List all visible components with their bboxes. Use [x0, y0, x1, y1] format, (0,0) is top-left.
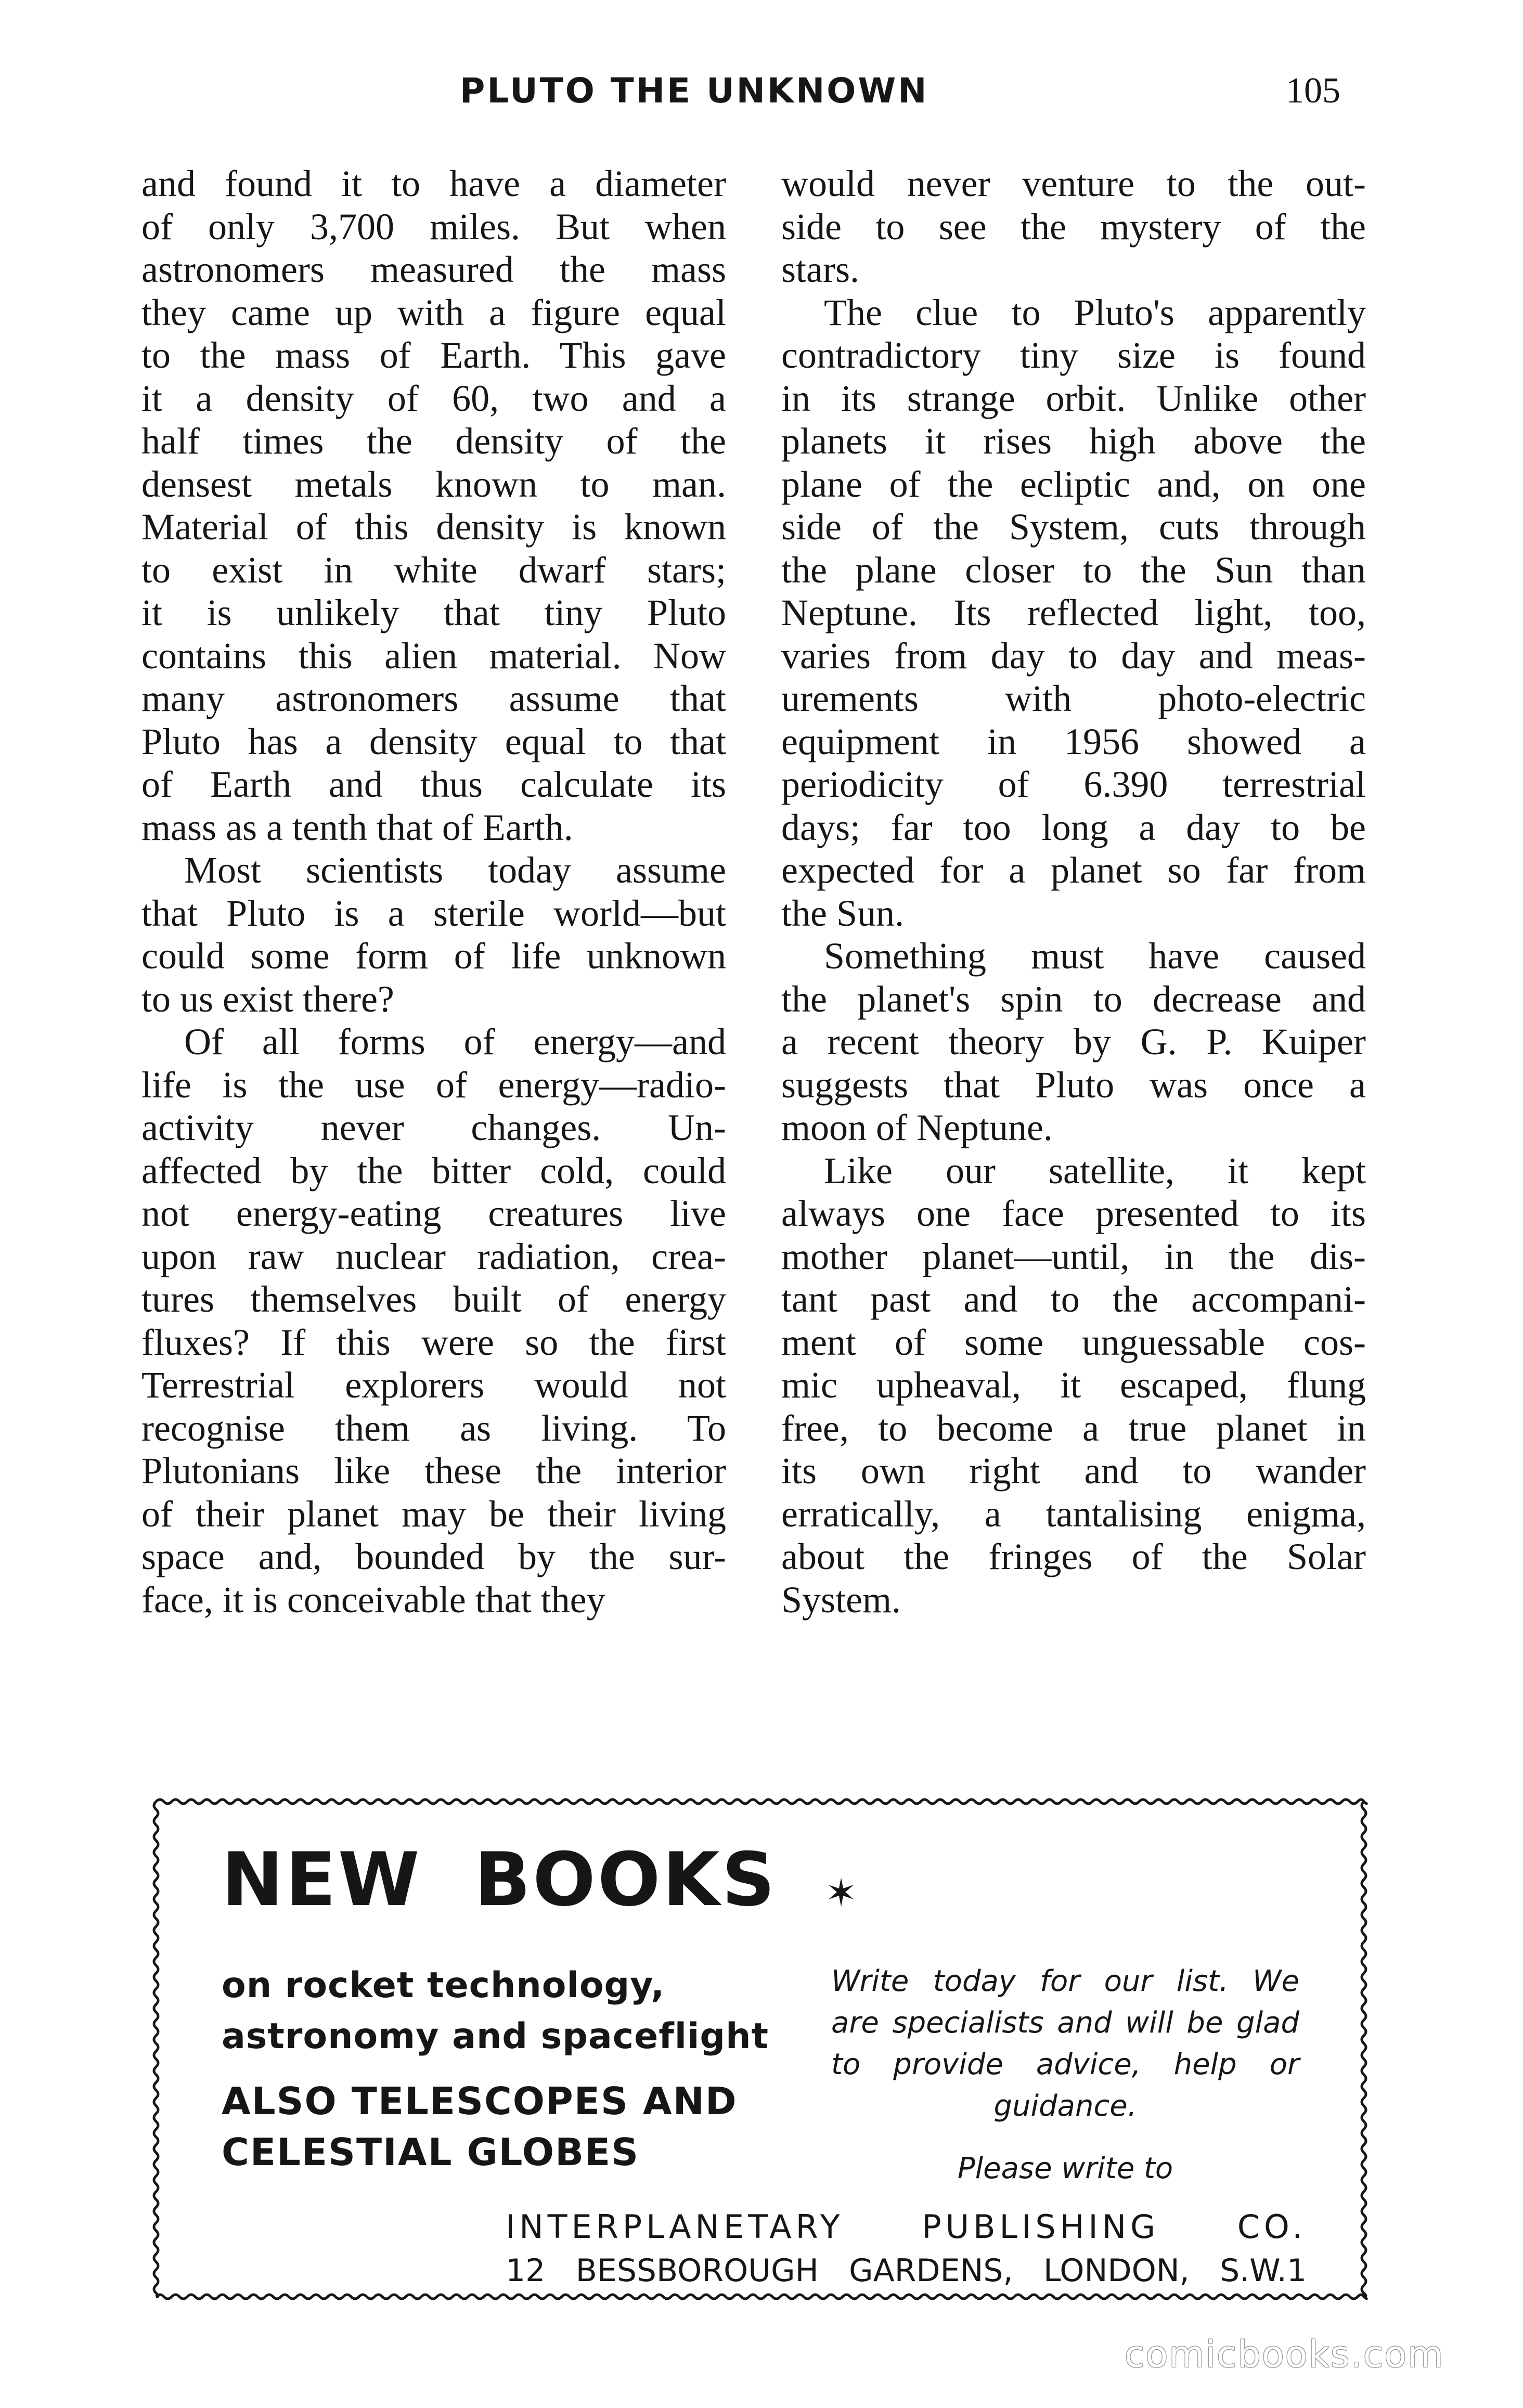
text-line: stars.	[781, 249, 859, 290]
text-line: planets it rises high above the	[781, 420, 1366, 462]
ad-italic-line: guidance.	[993, 2089, 1137, 2123]
text-line: moon of Neptune.	[781, 1107, 1053, 1148]
text-line: recognise them as living. To	[141, 1407, 726, 1449]
text-line: of their planet may be their living	[141, 1493, 726, 1535]
ad-headline: NEW BOOKS	[222, 1837, 777, 1923]
text-line: about the fringes of the Solar	[781, 1536, 1366, 1577]
paragraph	[141, 849, 726, 1020]
text-line: could some form of life unknown	[141, 935, 726, 977]
text-line: mother planet—until, in the dis-	[781, 1235, 1366, 1277]
text-line: Pluto has a density equal to that	[141, 720, 726, 762]
text-line: the Sun.	[781, 892, 905, 934]
text-line: suggests that Pluto was once a	[781, 1064, 1366, 1106]
text-line: Of all forms of energy—and	[184, 1021, 726, 1063]
text-line: astronomers measured the mass	[141, 249, 726, 290]
text-line: half times the density of the	[141, 420, 726, 462]
paragraph	[781, 291, 1366, 935]
paragraph	[781, 1149, 1366, 1622]
ad-italic-line: are specialists and will be glad	[831, 2006, 1299, 2040]
text-line: it is unlikely that tiny Pluto	[141, 592, 726, 633]
text-line: contains this alien material. Now	[141, 635, 726, 677]
text-line: Material of this density is known	[141, 506, 726, 548]
text-line: of only 3,700 miles. But when	[141, 205, 726, 248]
text-line: to us exist there?	[141, 978, 394, 1020]
text-line: a recent theory by G. P. Kuiper	[781, 1021, 1366, 1063]
text-line: activity never changes. Un-	[141, 1107, 726, 1148]
text-line: it a density of 60, two and a	[141, 377, 726, 419]
text-line: not energy-eating creatures live	[141, 1193, 726, 1234]
text-line: Most scientists today assume	[184, 849, 726, 891]
ad-subline: astronomy and spaceflight	[222, 2016, 769, 2057]
text-line: equipment in 1956 showed a	[781, 720, 1366, 762]
text-line: would never venture to the out-	[781, 163, 1366, 204]
text-line: life is the use of energy—radio-	[141, 1064, 726, 1106]
text-line: that Pluto is a sterile world—but	[141, 892, 726, 934]
advertisement-box	[149, 1794, 1371, 2304]
text-line: to the mass of Earth. This gave	[141, 334, 726, 376]
text-line: the plane closer to the Sun than	[781, 549, 1366, 591]
text-line: densest metals known to man.	[141, 463, 726, 505]
ad-publisher: INTERPLANETARY PUBLISHING CO.	[506, 2208, 1307, 2246]
text-line: Neptune. Its reflected light, too,	[781, 592, 1366, 633]
ad-also-line: CELESTIAL GLOBES	[222, 2130, 640, 2174]
left-text-column	[141, 162, 726, 1621]
ad-italic-line: Please write to	[957, 2152, 1173, 2185]
text-line: fluxes? If this were so the first	[141, 1321, 726, 1363]
text-line: affected by the bitter cold, could	[141, 1149, 726, 1192]
ad-italic-line: Write today for our list. We	[831, 1964, 1299, 1998]
text-line: of Earth and thus calculate its	[141, 763, 726, 805]
paragraph	[781, 935, 1366, 1149]
paragraph	[141, 162, 726, 849]
text-line: days; far too long a day to be	[781, 806, 1366, 848]
text-line: space and, bounded by the sur-	[141, 1536, 726, 1577]
running-title: PLUTO THE UNKNOWN	[460, 71, 929, 111]
text-line: plane of the ecliptic and, on one	[781, 463, 1366, 505]
text-line: urements with photo-electric	[781, 678, 1366, 719]
ad-also-line: ALSO TELESCOPES AND	[222, 2079, 738, 2123]
right-text-column	[781, 162, 1366, 1621]
text-line: expected for a planet so far from	[781, 849, 1366, 891]
text-line: many astronomers assume that	[141, 678, 726, 719]
star-icon: ✶	[825, 1871, 858, 1915]
text-line: Something must have caused	[824, 935, 1366, 977]
text-line: side to see the mystery of the	[781, 205, 1366, 248]
text-line: mass as a tenth that of Earth.	[141, 806, 573, 848]
ad-subline: on rocket technology,	[222, 1965, 665, 2006]
text-line: ment of some unguessable cos-	[781, 1321, 1366, 1363]
text-line: periodicity of 6.390 terrestrial	[781, 763, 1366, 805]
text-line: Like our satellite, it kept	[824, 1149, 1366, 1192]
text-line: they came up with a figure equal	[141, 291, 726, 333]
paragraph	[141, 1020, 726, 1621]
text-line: contradictory tiny size is found	[781, 334, 1366, 376]
text-line: always one face presented to its	[781, 1193, 1366, 1234]
text-line: erratically, a tantalising enigma,	[781, 1493, 1366, 1535]
text-line: tures themselves built of energy	[141, 1278, 726, 1320]
text-line: side of the System, cuts through	[781, 506, 1366, 548]
text-line: mic upheaval, it escaped, flung	[781, 1364, 1366, 1406]
text-line: the planet's spin to decrease and	[781, 978, 1366, 1020]
text-line: in its strange orbit. Unlike other	[781, 377, 1366, 419]
text-line: The clue to Pluto's apparently	[824, 291, 1366, 333]
text-line: Terrestrial explorers would not	[141, 1364, 726, 1406]
text-line: free, to become a true planet in	[781, 1407, 1366, 1449]
text-line: face, it is conceivable that they	[141, 1578, 605, 1621]
page-number: 105	[1286, 71, 1340, 111]
ad-italic-line: to provide advice, help or	[831, 2048, 1299, 2081]
text-line: Plutonians like these the interior	[141, 1450, 726, 1492]
text-line: upon raw nuclear radiation, crea-	[141, 1235, 726, 1277]
text-line: tant past and to the accompani-	[781, 1278, 1366, 1320]
text-line: varies from day to day and meas-	[781, 635, 1366, 677]
text-line: its own right and to wander	[781, 1450, 1366, 1492]
text-line: and found it to have a diameter	[141, 163, 726, 204]
paragraph	[781, 162, 1366, 291]
text-line: to exist in white dwarf stars;	[141, 549, 726, 591]
text-line: System.	[781, 1578, 901, 1621]
watermark: comicbooks.com	[1125, 2333, 1444, 2376]
ad-address: 12 BESSBOROUGH GARDENS, LONDON, S.W.1	[506, 2252, 1307, 2289]
